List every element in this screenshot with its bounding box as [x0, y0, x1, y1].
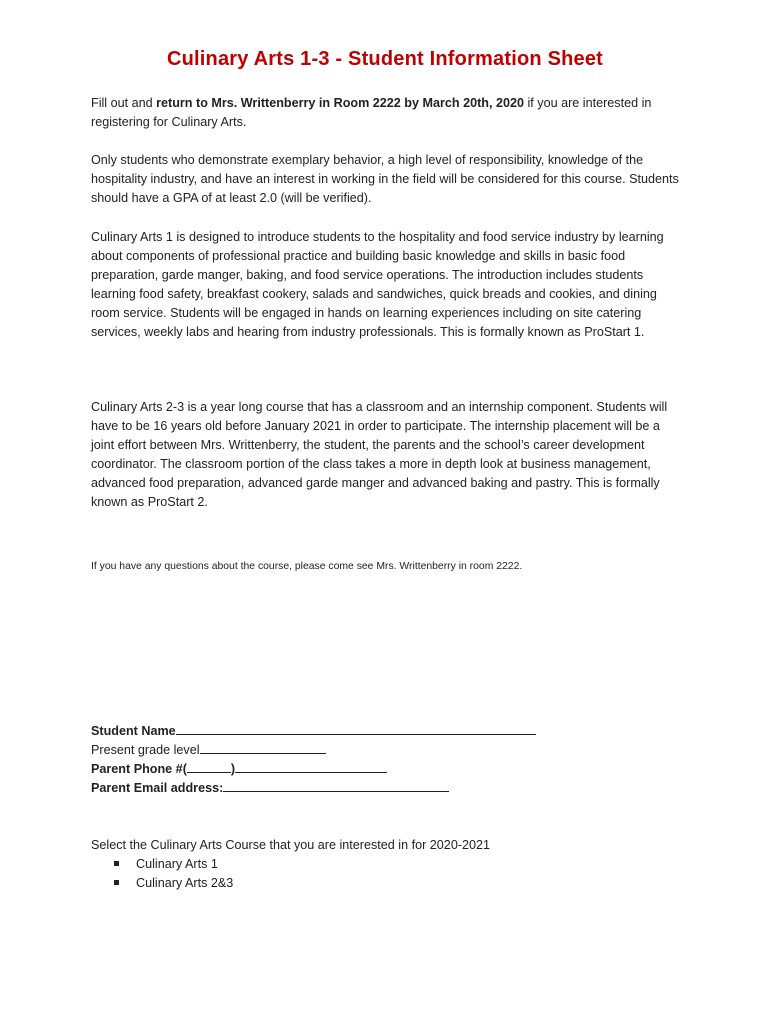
student-name-field[interactable]: [176, 723, 536, 735]
culinary-arts-2-3-description: Culinary Arts 2-3 is a year long course that has a classroom and an internship component. Students will have to be 16 years old before January 2021 in order to participate. The internship placement will be a joint effort between Mrs. Writtenberry, the student, the parents and the school’s career development coordinator. The classroom portion of the class takes a more in depth look at business management, advanced food preparation, advanced garde manger and advanced baking and pastry. This is formally known as ProStart 2.: [91, 400, 668, 509]
culinary-arts-1-description: Culinary Arts 1 is designed to introduce students to the hospitality and food service industry by learning about components of professional practice and building basic knowledge and skills in basic food preparation, garde manger, baking, and food service operations. The introduction includes students learning food safety, breakfast cookery, salads and sandwiches, quick breads and cookies, and dining room service. Students will be engaged in hands on learning experiences including on site catering services, weekly labs and hearing from industry professionals. This is formally known as ProStart 1.: [91, 230, 664, 339]
course-option[interactable]: [91, 874, 651, 893]
student-name-label: Student Name: [91, 724, 176, 738]
course-selection-prompt: Select the Culinary Arts Course that you are interested in for 2020-2021: [91, 838, 491, 852]
area-code-open-paren: (: [182, 762, 187, 776]
parent-phone-label: Parent Phone #: [91, 762, 183, 776]
parent-phone-row: [91, 760, 611, 779]
grade-level-field[interactable]: [200, 742, 326, 754]
parent-phone-number-field[interactable]: [235, 761, 387, 773]
parent-phone-area-code-field[interactable]: [187, 761, 231, 773]
eligibility-paragraph: Only students who demonstrate exemplary behavior, a high level of responsibility, knowledge of the hospitality industry, and have an interest in working in the field will be considered for this course. Students should have a GPA of at least 2.0 (will be verified).: [91, 153, 679, 205]
course-option[interactable]: [91, 855, 651, 874]
parent-email-field[interactable]: [223, 780, 449, 792]
intro-lead-text: Fill out and: [91, 96, 157, 110]
course-selection: [91, 836, 651, 893]
intro-return-instructions: return to Mrs. Writtenberry in Room 2222 by March 20th, 2020: [156, 96, 524, 110]
student-name-row: [91, 722, 611, 741]
questions-note: If you have any questions about the course, please come see Mrs. Writtenberry in room 2222.: [91, 561, 523, 572]
area-code-close-paren: ): [230, 762, 236, 776]
intro-paragraph: [91, 94, 681, 132]
page-title: Culinary Arts 1-3 - Student Information Sheet: [166, 48, 604, 70]
parent-email-row: [91, 779, 611, 798]
grade-level-row: [91, 741, 611, 760]
parent-email-label: Parent Email address:: [91, 781, 224, 795]
course-option-label: Culinary Arts 1: [136, 857, 218, 871]
grade-level-label: Present grade level: [91, 743, 200, 757]
square-bullet-icon: [114, 861, 119, 866]
intro-trail-text: if you are interested in registering for Culinary Arts.: [91, 96, 652, 129]
course-options-list: [91, 855, 651, 893]
square-bullet-icon: [114, 880, 119, 885]
student-info-form: [91, 722, 611, 798]
course-option-label: Culinary Arts 2&3: [136, 876, 234, 890]
